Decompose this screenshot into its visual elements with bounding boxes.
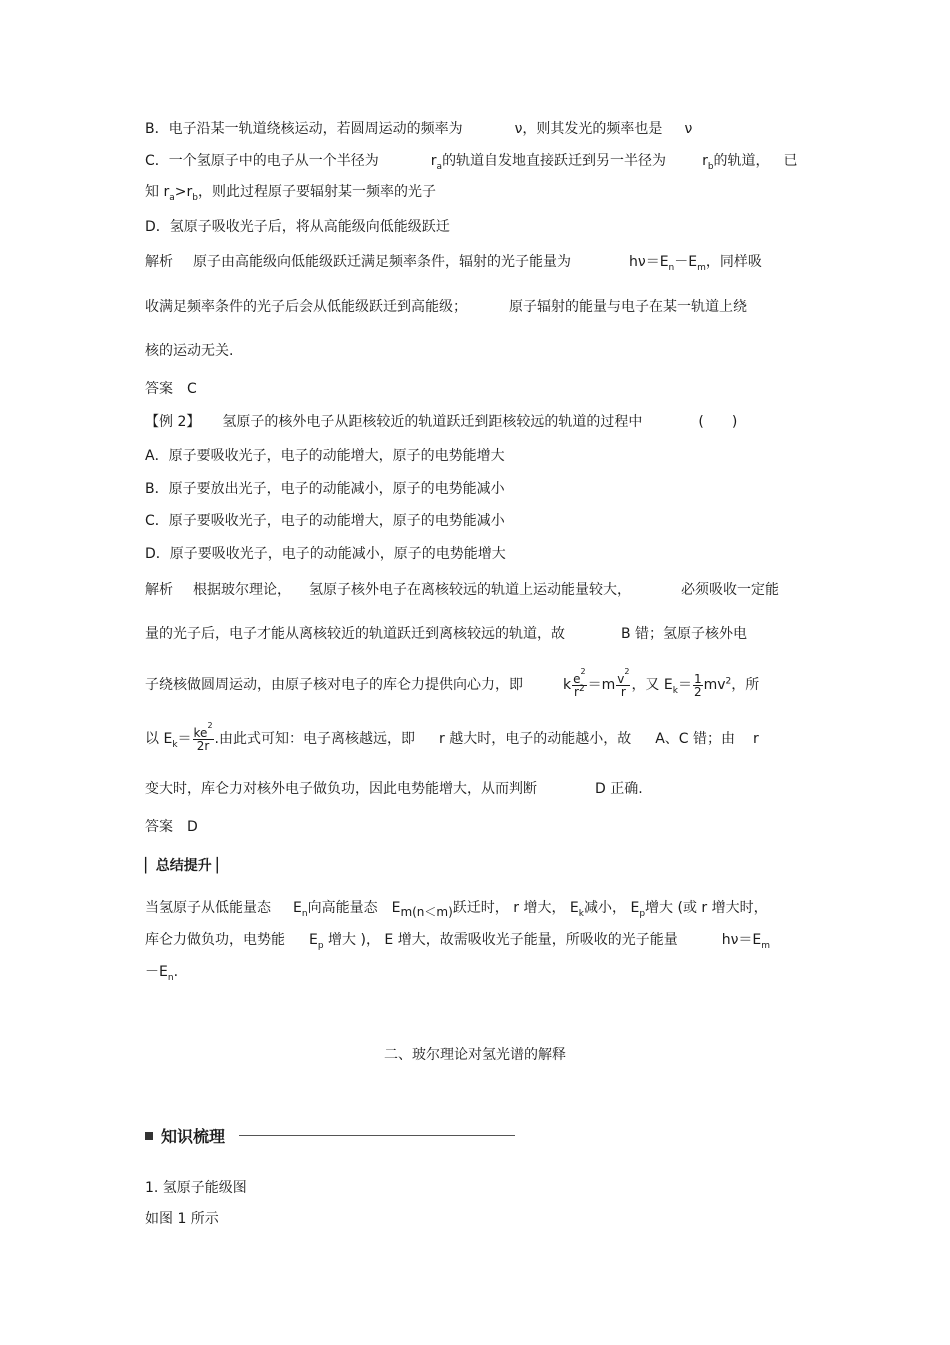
math-em: $E_{m(n<m)}$ (391, 900, 453, 919)
math-hv-summary: $h\nu=E_m$ (721, 932, 771, 951)
analysis-1-line-1 (145, 252, 762, 272)
square-bullet-icon (145, 1132, 153, 1140)
option-d2-line (145, 544, 506, 564)
ek-result-formula: $E_k=$ $\frac{ke^2}{2r}$ (163, 720, 213, 753)
answer-1 (145, 379, 197, 399)
analysis-label: 解析 (145, 254, 173, 270)
summary-text-2: 向高能量态 (307, 900, 378, 916)
summary-text: 当氢原子从低能量态 (145, 900, 271, 916)
analysis-2-text-6: 子绕核做圆周运动，由原子核对电子的库仑力提供向心力，即 (145, 677, 523, 693)
summary-line-2 (145, 930, 770, 950)
summary-text-6: 增大 (或 (645, 900, 697, 916)
summary-text-5: 减小， (584, 900, 626, 916)
analysis-2-text: 根据玻尔理论， (193, 582, 291, 598)
summary-text-8: 库仑力做负功，电势能 (145, 932, 285, 948)
analysis-1-line-2 (145, 297, 747, 317)
summary-text-7: r 增大时， (701, 900, 768, 916)
option-b-line (145, 119, 692, 139)
analysis-2-text-10: .由此式可知：电子离核越远，即 (214, 731, 415, 747)
analysis-2-text-3: 必须吸收一定能 (681, 582, 779, 598)
option-b2-text: B．原子要放出光子，电子的动能减小，原子的电势能减小 (145, 481, 505, 497)
analysis-text-3: 收满足频率条件的光子后会从低能级跃迁到高能级； (145, 299, 467, 315)
analysis-text-2: ，同样吸 (705, 254, 762, 270)
math-condition: $r_a>r_b$ (163, 184, 198, 203)
option-c2-line (145, 511, 505, 531)
summary-line-3 (145, 962, 178, 982)
summary-line-1 (145, 898, 768, 918)
summary-text-4: r 增大， (513, 900, 566, 916)
option-b-text: B．电子沿某一轨道绕核运动，若圆周运动的频率为 (145, 121, 463, 137)
analysis-label-2: 解析 (145, 582, 173, 598)
answer-2 (145, 817, 198, 837)
answer-text: 答案 C (145, 381, 197, 397)
option-d-text: D．氢原子吸收光子后，将从高能级向低能级跃迁 (145, 219, 450, 235)
math-ek: $E_k$ (569, 900, 584, 919)
option-b2-line (145, 479, 505, 499)
analysis-2-text-2: 氢原子核外电子在离核较远的轨道上运动能量较大， (309, 582, 631, 598)
kinetic-energy-formula: $E_k=$ $\frac{1}{2}$ $mv^2$ (663, 671, 732, 699)
analysis-text-4: 原子辐射的能量与电子在某一轨道上绕 (509, 299, 747, 315)
analysis-2-text-8: ，所 (731, 677, 760, 693)
option-c-line (145, 151, 798, 171)
knowledge-sort-title: 知识梳理 (161, 1127, 226, 1146)
option-a-line (145, 446, 505, 466)
figure-reference-text: 如图 1 所示 (145, 1211, 219, 1227)
analysis-2-line-1 (145, 580, 779, 600)
answer-text-2: 答案 D (145, 819, 198, 835)
knowledge-sort-header (145, 1124, 515, 1147)
option-d-line (145, 217, 450, 237)
option-c-text-6: ，则此过程原子要辐射某一频率的光子 (197, 184, 436, 200)
summary-text-9: 增大 )， (328, 932, 380, 948)
analysis-2-text-9: 以 (145, 731, 159, 747)
summary-text-10: E 增大，故需吸收光子能量，所吸收的光子能量 (384, 932, 678, 948)
math-en-tail: $-E_n$. (145, 964, 179, 983)
option-b-text-3: ν (684, 121, 693, 137)
analysis-1-line-3 (145, 341, 233, 361)
analysis-text: 原子由高能级向低能级跃迁满足频率条件，辐射的光子能量为 (193, 254, 571, 270)
example-2-question (145, 412, 737, 432)
figure-reference (145, 1209, 219, 1229)
analysis-2-text-11: r 越大时，电子的动能越小，故 (438, 731, 632, 747)
option-c-text-2: 的轨道自发地直接跃迁到另一半径为 (442, 153, 667, 169)
option-d2-text: D．原子要吸收光子，电子的动能减小，原子的电势能增大 (145, 546, 506, 562)
list-item-text: 1. 氢原子能级图 (145, 1180, 247, 1196)
list-item-1 (145, 1178, 247, 1198)
analysis-2-text-12: A、C 错；由 (655, 731, 736, 747)
option-c2-text: C．原子要吸收光子，电子的动能增大，原子的电势能减小 (145, 513, 505, 529)
analysis-2-text-15: D 正确. (595, 781, 643, 797)
example-question-text: 氢原子的核外电子从距核较近的轨道跃迁到距核较远的轨道的过程中 (222, 414, 643, 430)
math-en: $E_n$ (293, 900, 308, 919)
option-a-text: A．原子要吸收光子，电子的动能增大，原子的电势能增大 (145, 448, 505, 464)
analysis-2-line-4 (145, 722, 759, 756)
math-rb: $r_b$ (702, 153, 714, 172)
analysis-2-line-3 (145, 668, 759, 702)
option-b-text-2: ν，则其发光的频率也是 (514, 121, 663, 137)
analysis-2-text-7: ，又 (631, 677, 660, 693)
coulomb-formula: k $\frac{e^2}{r^2}$ ＝m $\frac{v^2}{r}$ (563, 666, 630, 699)
math-hv: $h\nu=E_n-E_m$ (629, 254, 706, 273)
analysis-2-text-5: B 错；氢原子核外电 (621, 626, 748, 642)
option-c-text-3: 的轨道， (713, 153, 770, 169)
math-ep: $E_p$ (630, 900, 646, 919)
math-ep-2: $E_p$ (309, 932, 324, 951)
answer-bracket: ( ) (698, 414, 738, 430)
section-2-heading: 二、玻尔理论对氢光谱的解释 (384, 1047, 566, 1063)
option-c-line-2 (145, 182, 436, 202)
summary-heading: ▏总结提升 ▏ (145, 858, 228, 874)
option-c-text: C．一个氢原子中的电子从一个半径为 (145, 153, 379, 169)
example-label: 【例 2】 (145, 414, 201, 430)
analysis-text-5: 核的运动无关. (145, 343, 234, 359)
analysis-2-text-4: 量的光子后，电子才能从离核较近的轨道跃迁到离核较远的轨道，故 (145, 626, 565, 642)
analysis-2-text-14: 变大时，库仑力对核外电子做负功，因此电势能增大，从而判断 (145, 781, 537, 797)
option-c-text-4: 已 (783, 153, 798, 169)
math-ra: $r_a$ (430, 153, 443, 172)
summary-text-3: 跃迁时， (452, 900, 509, 916)
analysis-2-line-5 (145, 779, 643, 799)
header-rule (239, 1135, 515, 1136)
option-c-text-5: 知 (145, 184, 159, 200)
analysis-2-line-2 (145, 624, 747, 644)
analysis-2-text-13: r (753, 731, 759, 747)
